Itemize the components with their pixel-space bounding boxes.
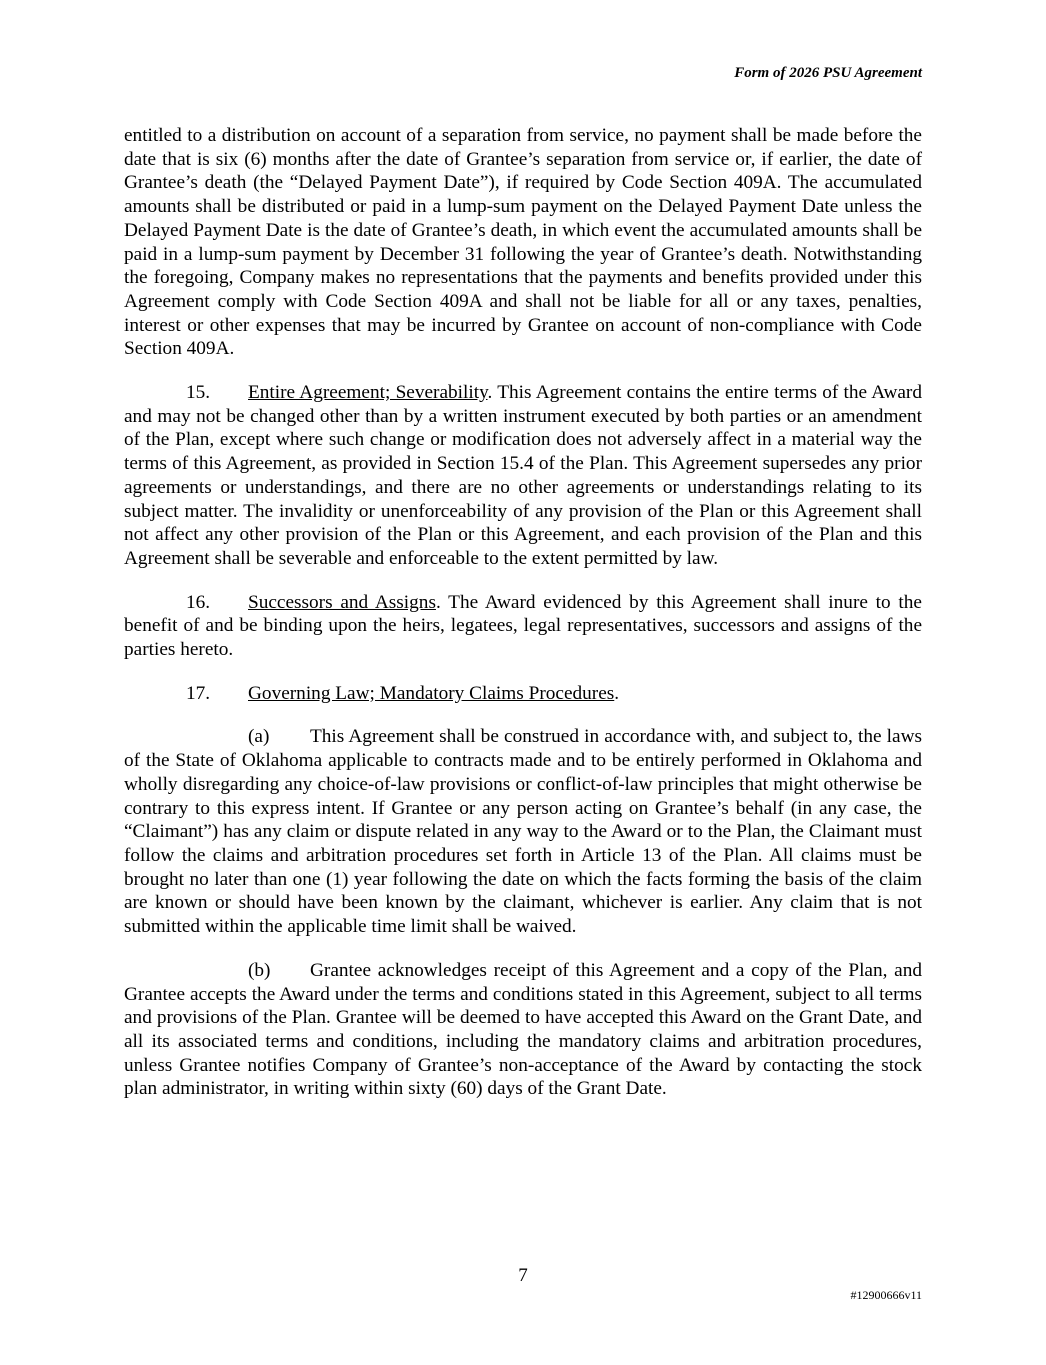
section-17-number: 17. (186, 682, 211, 704)
section-17-b-label: (b) (248, 959, 271, 981)
section-16-heading: Successors and Assigns (248, 591, 436, 613)
section-17-b-text: Grantee acknowledges receipt of this Agreement and a copy of the Plan, and Grantee accepts the Award under the terms and conditions stated in this Agreement, subject to all terms and provisions of the Plan. Grantee will be deemed to have accepted this Award on the Grant Date, and all its associated terms and conditions, including the mandatory claims and arbitration procedures, unless Grantee notifies Company of Grantee’s non-acceptance of the Award by contacting the stock plan administrator, in writing within sixty (60) days of the Grant Date. (124, 959, 922, 1100)
section-17-b (124, 959, 922, 1101)
section-17-a-text: This Agreement shall be construed in accordance with, and subject to, the laws of the State of Oklahoma applicable to contracts made and to be entirely performed in Oklahoma and wholly disregarding any choice-of-law provisions or conflict-of-law principles that might otherwise be contrary to this express intent. If Grantee or any person acting on Grantee’s behalf (in any case, the “Claimant”) has any claim or dispute related in any way to the Award or to the Plan, the Claimant must follow the claims and arbitration procedures set forth in Article 13 of the Plan. All claims must be brought no later than one (1) year following the date on which the facts forming the basis of the claim are known or should have been known by the claimant, whichever is earlier. Any claim that is not submitted within the applicable time limit shall be waived. (124, 726, 922, 938)
section-16 (124, 591, 922, 662)
document-header-title: Form of 2026 PSU Agreement (734, 65, 922, 81)
section-17-a (124, 725, 922, 938)
document-id: #12900666v11 (850, 1288, 922, 1302)
continuation-paragraph: entitled to a distribution on account of a separation from service, no payment shall be made before the date that is six (6) months after the date of Grantee’s separation from service or, if earlier, the date of Grantee’s death (the “Delayed Payment Date”), if required by Code Section 409A. The accumulated amounts shall be distributed or paid in a lump-sum payment on the Delayed Payment Date unless the Delayed Payment Date is the date of Grantee’s death, in which event the accumulated amounts shall be paid in a lump-sum payment by December 31 following the year of Grantee’s death. Notwithstanding the foregoing, Company makes no representations that the payments and benefits provided under this Agreement comply with Code Section 409A and shall not be liable for all or any taxes, penalties, interest or other expenses that may be incurred by Grantee on account of non-compliance with Code Section 409A. (124, 125, 922, 360)
section-17-a-label: (a) (248, 726, 270, 748)
document-body (124, 124, 922, 1121)
section-17-heading: Governing Law; Mandatory Claims Procedures (248, 682, 615, 704)
section-15-text: . This Agreement contains the entire terms of the Award and may not be changed other than by a written instrument executed by both parties or an amendment of the Plan, except where such change or modification does not adversely affect in a material way the terms of this Agreement, as provided in Section 15.4 of the Plan. This Agreement supersedes any prior agreements or understandings, and there are no other agreements or understandings relating to its subject matter. The invalidity or unenforceability of any provision of the Plan or this Agreement shall not affect any other provision of the Plan or this Agreement, and each provision of the Plan and this Agreement shall be severable and enforceable to the extent permitted by law. (124, 382, 922, 569)
section-16-text: . The Award evidenced by this Agreement shall inure to the benefit of and be binding upon the heirs, legatees, legal representatives, successors and assigns of the parties hereto. (124, 591, 922, 661)
page-number: 7 (518, 1265, 528, 1286)
section-15-heading: Entire Agreement; Severability (248, 382, 488, 404)
section-15 (124, 381, 922, 571)
section-17-text: . (614, 682, 620, 704)
section-15-number: 15. (186, 382, 211, 404)
section-16-number: 16. (186, 591, 211, 613)
section-17 (124, 682, 922, 706)
